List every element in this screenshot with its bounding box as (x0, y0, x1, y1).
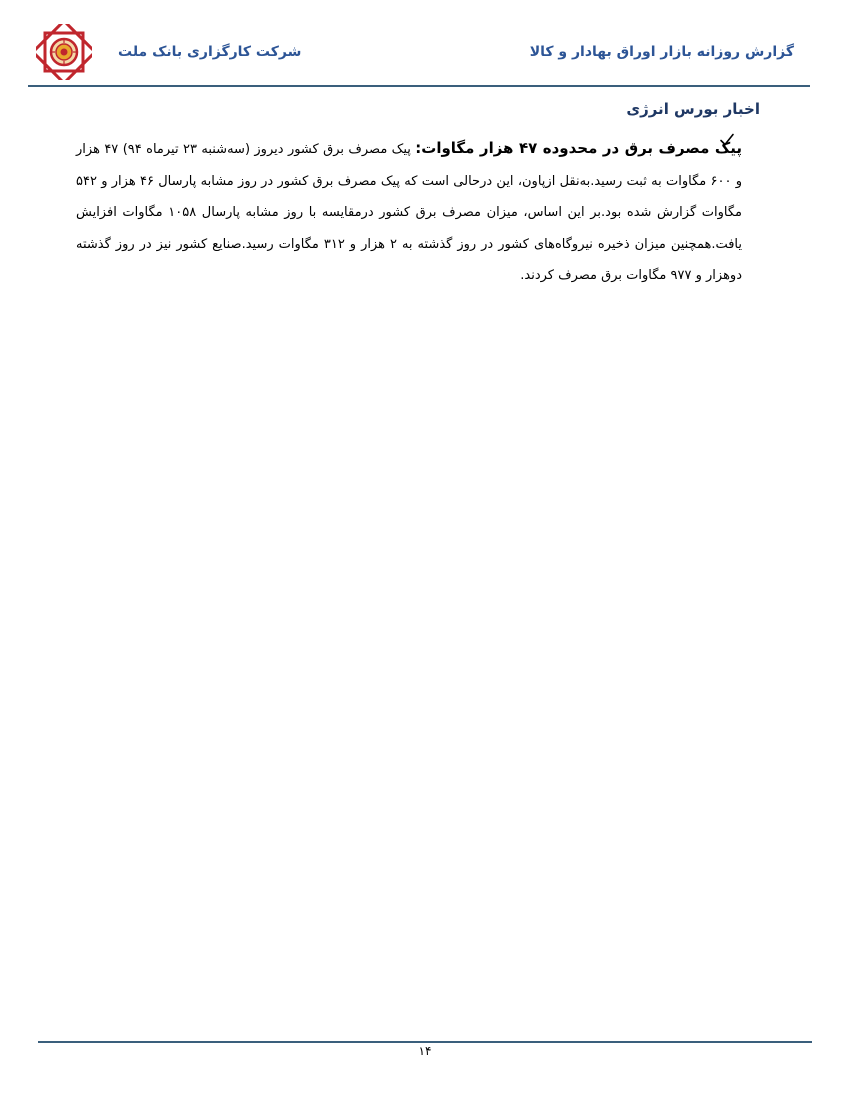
company-name: شرکت کارگزاری بانک ملت (118, 44, 302, 60)
footer-divider (38, 1041, 812, 1043)
news-headline: پیک مصرف برق در محدوده ۴۷ هزار مگاوات: (415, 139, 742, 157)
news-item (76, 133, 742, 292)
section-heading: اخبار بورس انرژی (626, 100, 760, 118)
report-title: گزارش روزانه بازار اوراق بهادار و کالا (529, 44, 794, 60)
header-divider (28, 85, 810, 87)
news-body: پیک مصرف برق کشور دیروز (سه‌شنبه ۲۳ تیرماه ۹۴) ۴۷ هزار و ۶۰۰ مگاوات به ثبت رسید.به‌نقل ازپاون، این درحالی است که پیک مصرف برق کشور در روز مشابه پارسال ۴۶ هزار و ۵۴۲ مگاوات گزارش شده بود.بر این اساس، میزان مصرف برق کشور درمقایسه با روز مشابه پارسال ۱۰۵۸ مگاوات افزایش یافت.همچنین میزان ذخیره نیروگاه‌های کشور در روز گذشته به ۲ هزار و ۳۱۲ مگاوات رسید.صنایع کشور نیز در روز گذشته دوهزار و ۹۷۷ مگاوات برق مصرف کردند. (76, 142, 743, 283)
page-number: ۱۴ (418, 1044, 432, 1058)
company-logo-icon (36, 24, 92, 80)
